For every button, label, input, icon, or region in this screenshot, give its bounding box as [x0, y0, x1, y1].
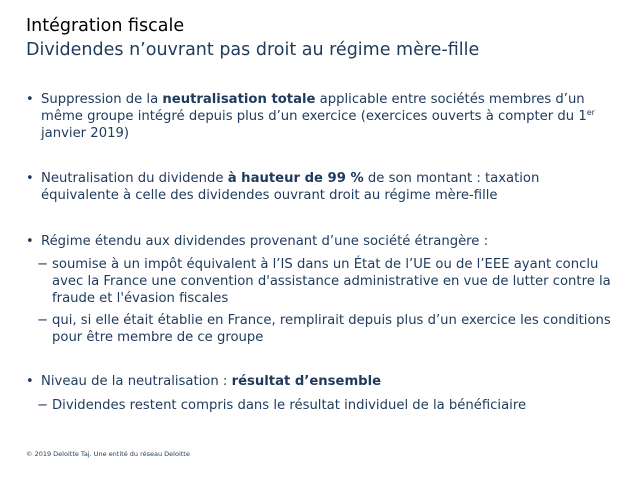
sub-item-impot-equivalent	[37, 256, 612, 307]
bullet-marker: •	[26, 374, 34, 389]
emphasis: à hauteur de 99 %	[227, 171, 364, 186]
sub-item-text: qui, si elle était établie en France, remplirait depuis plus d’un exercice les conditions pour être membre de ce groupe	[52, 313, 611, 345]
bullet-marker: •	[26, 92, 34, 107]
bullet-regime-etendu	[26, 233, 612, 250]
emphasis: neutralisation totale	[162, 92, 316, 107]
sub-item-resultat-individuel	[37, 397, 612, 414]
footer-copyright: © 2019 Deloitte Taj. Une entité du réseau Deloitte	[26, 450, 190, 458]
bullet-neutralisation	[26, 170, 612, 204]
bullet-text: Niveau de la neutralisation : résultat d’ensemble	[41, 374, 382, 389]
dash-marker: −	[37, 257, 49, 272]
bullet-text: Neutralisation du dividende à hauteur de 99 % de son montant : taxation équivalente à celle des dividendes ouvrant droit au régime mère-fille	[41, 171, 540, 203]
dash-marker: −	[37, 398, 49, 413]
sub-item-text: soumise à un impôt équivalent à l’IS dans un État de l’UE ou de l’EEE ayant conclu avec la France une convention d'assistance administrative en vue de lutter contre la fraude et l'évasion fiscales	[52, 257, 611, 306]
bullet-marker: •	[26, 234, 34, 249]
page-subtitle: Dividendes n’ouvrant pas droit au régime mère-fille	[26, 40, 480, 60]
bullet-marker: •	[26, 171, 34, 186]
bullet-niveau	[26, 373, 612, 390]
bullet-text: Régime étendu aux dividendes provenant d’une société étrangère :	[41, 234, 489, 249]
dash-marker: −	[37, 313, 49, 328]
sub-item-conditions	[37, 312, 612, 346]
bullet-text: Suppression de la neutralisation totale applicable entre sociétés membres d’un même groupe intégré depuis plus d’un exercice (exercices ouverts à compter du 1er janvier 2019)	[41, 92, 595, 141]
emphasis: résultat d’ensemble	[231, 374, 382, 389]
bullet-suppression	[26, 91, 612, 142]
sub-item-text: Dividendes restent compris dans le résultat individuel de la bénéficiaire	[52, 398, 527, 413]
page-title: Intégration fiscale	[26, 16, 185, 36]
